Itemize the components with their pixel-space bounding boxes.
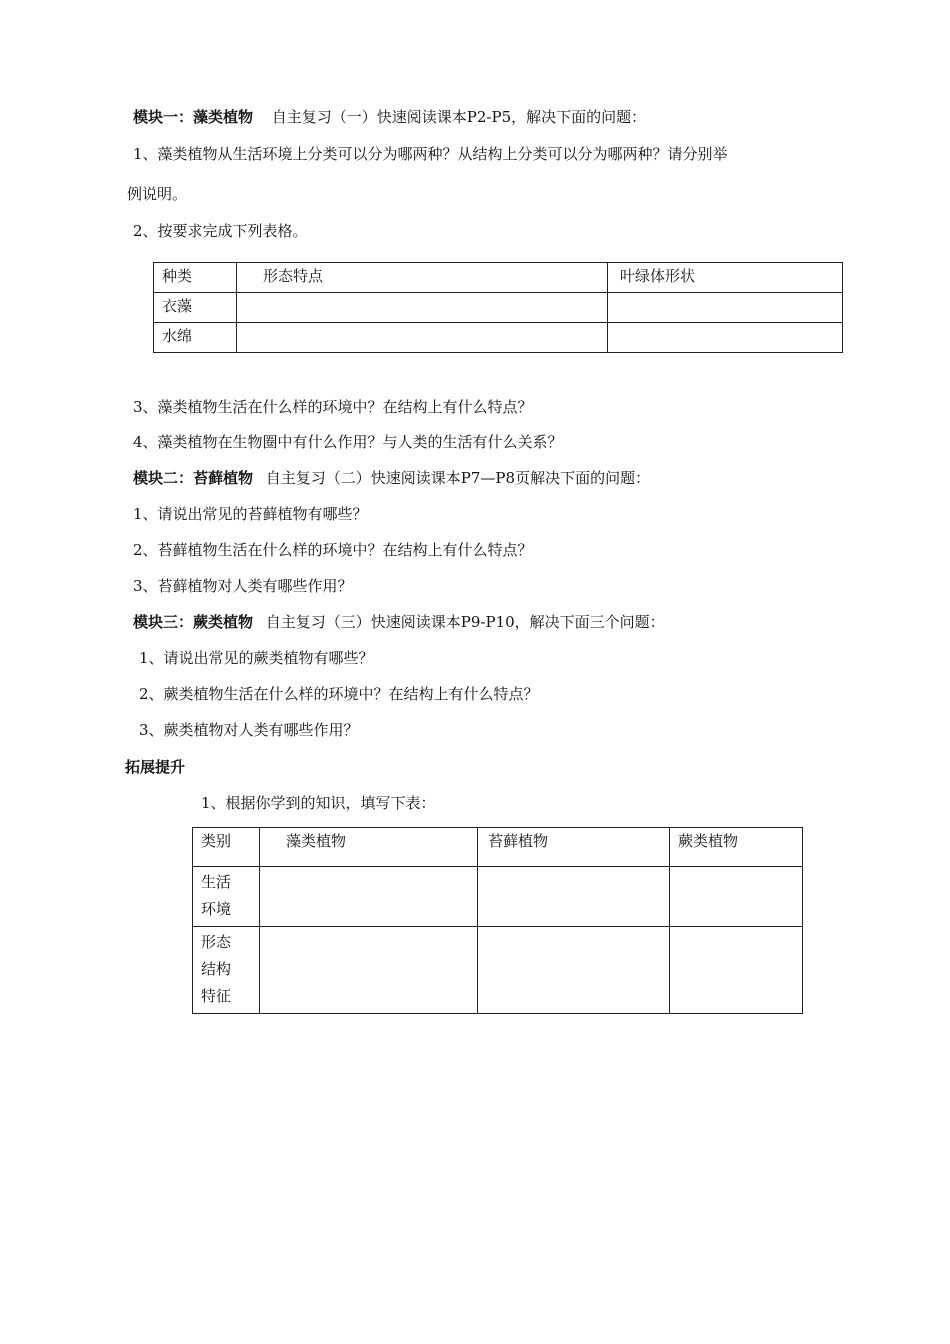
algae-table-header-row: [154, 263, 843, 293]
module2-q2: 2、苔藓植物生活在什么样的环境中？在结构上有什么特点？: [133, 541, 533, 559]
table-row: [193, 867, 803, 927]
extension-title: 拓展提升: [125, 758, 186, 776]
header-species: 种类: [162, 267, 193, 285]
module2-q3: 3、苔藓植物对人类有哪些作用？: [133, 577, 353, 595]
table-row: [154, 293, 843, 323]
row-label-structure: 形态 结构 特征: [201, 933, 232, 1005]
module3-q1: 1、请说出常见的蕨类植物有哪些？: [139, 649, 374, 667]
row-label-spirogyra: 水绵: [162, 327, 193, 345]
blank-cell[interactable]: [478, 867, 670, 927]
module3-heading: [133, 612, 665, 632]
module2-heading: [133, 468, 650, 488]
blank-cell[interactable]: [260, 867, 478, 927]
module3-q3: 3、蕨类植物对人类有哪些作用？: [139, 721, 359, 739]
row-label-chlamydomonas: 衣藻: [162, 297, 193, 315]
module2-subtitle: 自主复习（二）快速阅读课本P7—P8页解决下面的问题：: [265, 469, 651, 487]
blank-cell[interactable]: [608, 293, 843, 323]
module1-heading: [133, 107, 646, 127]
blank-cell[interactable]: [237, 323, 608, 353]
table-row: [154, 323, 843, 353]
module2-title: 模块二：苔藓植物: [133, 469, 254, 487]
blank-cell[interactable]: [608, 323, 843, 353]
blank-cell[interactable]: [670, 867, 803, 927]
blank-cell[interactable]: [260, 927, 478, 1014]
blank-cell[interactable]: [478, 927, 670, 1014]
header-morphology: 形态特点: [263, 267, 324, 285]
module3-title: 模块三：蕨类植物: [133, 613, 254, 631]
comparison-header-row: [193, 828, 803, 867]
header-chloroplast: 叶绿体形状: [620, 267, 696, 285]
header-algae: 藻类植物: [286, 832, 347, 850]
row-label-habitat: 生活 环境: [201, 873, 232, 918]
module1-title: 模块一：藻类植物: [133, 108, 254, 126]
blank-cell[interactable]: [237, 293, 608, 323]
module1-q1-line2: 例说明。: [127, 185, 188, 203]
header-fern: 蕨类植物: [678, 832, 739, 850]
module3-subtitle: 自主复习（三）快速阅读课本P9-P10，解决下面三个问题：: [265, 613, 665, 631]
algae-table: [153, 262, 843, 353]
comparison-table: [192, 827, 803, 1014]
blank-cell[interactable]: [670, 927, 803, 1014]
header-moss: 苔藓植物: [488, 832, 549, 850]
extension-q1: 1、根据你学到的知识，填写下表：: [201, 794, 436, 812]
module1-q4: 4、藻类植物在生物圈中有什么作用？与人类的生活有什么关系？: [133, 433, 563, 451]
table-row: [193, 927, 803, 1014]
module1-q2: 2、按要求完成下列表格。: [133, 222, 308, 240]
module3-q2: 2、蕨类植物生活在什么样的环境中？在结构上有什么特点？: [139, 685, 539, 703]
module2-q1: 1、请说出常见的苔藓植物有哪些？: [133, 505, 368, 523]
module1-q1-line1: 1、藻类植物从生活环境上分类可以分为哪两种？从结构上分类可以分为哪两种？请分别举: [133, 145, 728, 163]
header-category: 类别: [201, 832, 232, 850]
module1-subtitle: 自主复习（一）快速阅读课本P2-P5，解决下面的问题：: [271, 108, 647, 126]
module1-q3: 3、藻类植物生活在什么样的环境中？在结构上有什么特点？: [133, 398, 533, 416]
